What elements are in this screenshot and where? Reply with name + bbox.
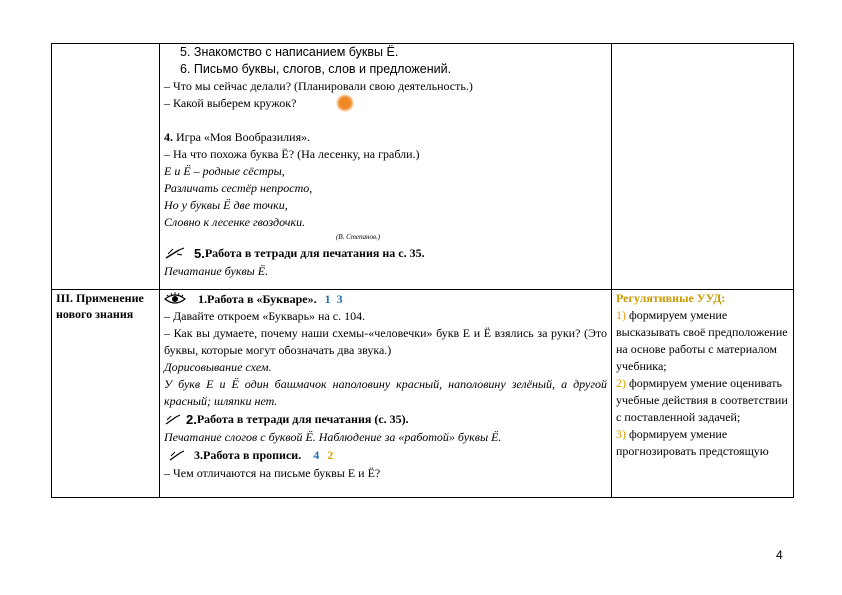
badge-number: 1 xyxy=(324,291,331,306)
orange-circle-icon xyxy=(334,92,356,114)
poem-author: (В. Степанов.) xyxy=(336,233,381,241)
pencil-icon xyxy=(168,450,186,462)
question-line: – На что похожа буква Ё? (На лесенку, на грабли.) xyxy=(164,147,420,161)
text-line: – Как вы думаете, почему наши схемы-«человечки» букв Е и Ё взялись за руки? (Это буквы, которые могут обозначать два звука.) xyxy=(164,326,607,357)
activity-cell xyxy=(160,290,612,498)
task-heading: 1. Работа в «Букваре». 1 3 xyxy=(164,290,607,308)
pencil-icon xyxy=(164,414,182,426)
poem-line: Различать сестёр непросто, xyxy=(164,181,313,195)
table-row xyxy=(52,290,794,498)
text-line: Дорисовывание схем. xyxy=(164,360,272,374)
task-heading: 3. Работа в прописи. 4 2 xyxy=(164,446,607,465)
uud-item: 2) формируем умение оценивать учебные действия в соответствии с поставленной задачей; xyxy=(616,376,788,424)
spacer xyxy=(164,112,607,129)
poem-line: Но у буквы Ё две точки, xyxy=(164,198,288,212)
question-line-circle: – Какой выберем кружок? xyxy=(164,95,607,112)
list-item: 5. Знакомство с написанием буквы Ё. xyxy=(180,45,399,59)
uud-cell xyxy=(612,290,794,498)
page-number: 4 xyxy=(776,548,783,562)
activity-cell xyxy=(160,44,612,290)
task-heading: 2. Работа в тетради для печатания (с. 35). xyxy=(164,410,607,429)
game-heading: 4. Игра «Моя Вообразилия». xyxy=(164,130,311,144)
lesson-table xyxy=(51,43,794,498)
badge-number: 2 xyxy=(327,448,334,462)
task-heading: 5. Работа в тетради для печатания на с. 35. xyxy=(164,243,607,263)
text-line: – Давайте откроем «Букварь» на с. 104. xyxy=(164,309,366,323)
badge-number: 3 xyxy=(336,291,343,306)
uud-title: Регулятивные УУД: xyxy=(616,291,726,305)
text-line: У букв Е и Ё один башмачок наполовину красный, наполовину зелёный, а другой красный; шляпки нет. xyxy=(164,377,607,408)
task-note: Печатание буквы Ё. xyxy=(164,264,269,278)
badge-number: 4 xyxy=(313,448,320,462)
poem-line: Словно к лесенке гвоздочки. xyxy=(164,215,306,229)
table-row xyxy=(52,44,794,290)
pencil-icon xyxy=(164,246,186,260)
question-line: – Что мы сейчас делали? (Планировали свою деятельность.) xyxy=(164,79,473,93)
stage-cell-empty xyxy=(52,44,160,290)
eye-icon xyxy=(164,292,186,306)
list-item: 6. Письмо буквы, слогов, слов и предложений. xyxy=(180,62,452,76)
uud-item: 3) формируем умение прогнозировать предстоящую xyxy=(616,427,769,458)
uud-cell-empty xyxy=(612,44,794,290)
uud-item: 1) формируем умение высказывать своё предположение на основе работы с материалом учебника; xyxy=(616,308,788,373)
stage-title: III. Применение нового знания xyxy=(56,291,144,321)
stage-cell xyxy=(52,290,160,498)
poem-line: Е и Ё – родные сёстры, xyxy=(164,164,285,178)
text-line: – Чем отличаются на письме буквы Е и Ё? xyxy=(164,466,381,480)
task-note: Печатание слогов с буквой Ё. Наблюдение за «работой» буквы Ё. xyxy=(164,430,502,444)
